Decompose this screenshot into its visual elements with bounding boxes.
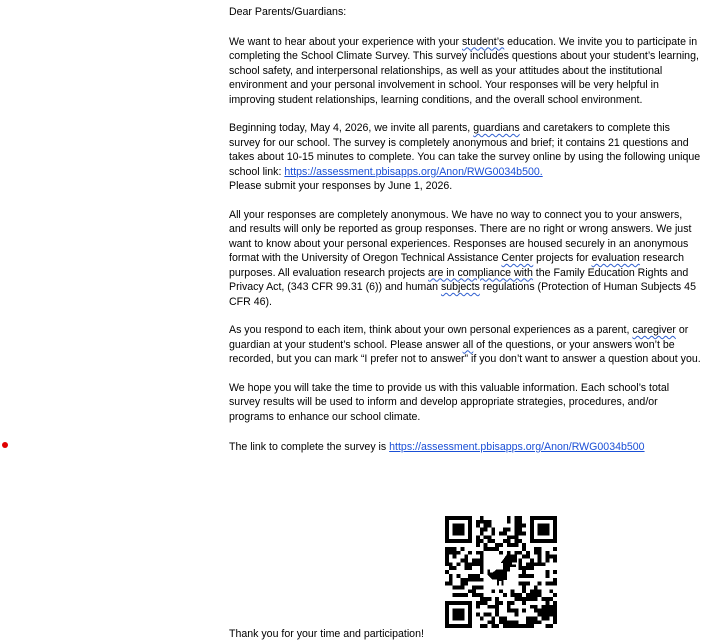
paragraph-instructions: [229, 323, 701, 367]
spellcheck-word: caregiver: [632, 324, 676, 336]
text-run: education. We invite you to participate in completing the School Climate Survey. This survey includes questions about your student’s learning, school safety, and interpersonal relationships, as well as your attitudes about the institutional environment and your personal involvement in school. Your responses will be very helpful in improving student relationships, learning conditions, and the overall school environment.: [229, 35, 699, 106]
paragraph-invitation: [229, 121, 701, 194]
text-run: regulations (Protection of Human Subjects 45 CFR 46).: [229, 281, 696, 308]
paragraph-intro: [229, 35, 701, 108]
paragraph-anonymity: [229, 208, 701, 310]
survey-link[interactable]: https://assessment.pbisapps.org/Anon/RWG0034b500.: [284, 165, 543, 178]
text-run: or guardian at your student’s school. Please answer: [229, 324, 689, 351]
text-run: We want to hear about your experience with your: [229, 35, 462, 48]
text-run: As you respond to each item, think about your own personal experiences as a parent,: [229, 324, 633, 336]
text-run: and caretakers to complete this survey for our school. The survey is completely anonymous and brief; it contains 21 questions and takes about 10-15 minutes to complete. You can take the survey online by using the following unique school link:: [229, 122, 701, 178]
text-run: Please submit your responses by June 1, 2026.: [229, 180, 453, 192]
text-run: All your responses are completely anonymous. We have no way to connect you to your answers, and results will only be reported as group responses. There are no right or wrong answers. We just want to know about your personal experiences. Responses are housed securely in an anonymous format with the University of Oregon Technical Assistance: [229, 208, 692, 264]
closing-line: Thank you for your time and participation!: [229, 628, 424, 640]
text-run: projects for: [533, 252, 592, 264]
spellcheck-word: subjects: [440, 281, 480, 293]
survey-link-final[interactable]: https://assessment.pbisapps.org/Anon/RWG0034b500: [389, 441, 645, 453]
spellcheck-word: Center: [501, 252, 534, 264]
salutation: Dear Parents/Guardians:: [229, 6, 347, 18]
spellcheck-word: guardians: [473, 122, 520, 134]
red-marker-dot: [2, 442, 8, 448]
spellcheck-phrase: are in compliance with: [428, 266, 533, 279]
text-run: The link to complete the survey is: [229, 441, 390, 453]
paragraph-link: [229, 440, 701, 455]
text-run: the Family Education Rights and Privacy Act, (343 CFR 99.31 (6)) and human: [229, 266, 689, 293]
spellcheck-word: student’s: [462, 35, 505, 48]
letter-body: [229, 5, 701, 455]
text-run: of the questions, or your answers won’t be recorded, but you can mark “I prefer not to answer” if you don’t want to answer a question about you.: [229, 338, 701, 365]
spellcheck-word: evaluation: [591, 252, 640, 264]
spellcheck-word: all: [462, 338, 474, 351]
qr-code[interactable]: [445, 516, 557, 628]
text-run: Beginning today, May 4, 2026, we invite all parents,: [229, 122, 474, 134]
text-run: research purposes. All evaluation research projects: [229, 252, 684, 279]
paragraph-purpose: We hope you will take the time to provide us with this valuable information. Each school’s total survey results will be used to inform and develop appropriate strategies, procedures, and/or programs to enhance our school climate.: [229, 381, 670, 423]
